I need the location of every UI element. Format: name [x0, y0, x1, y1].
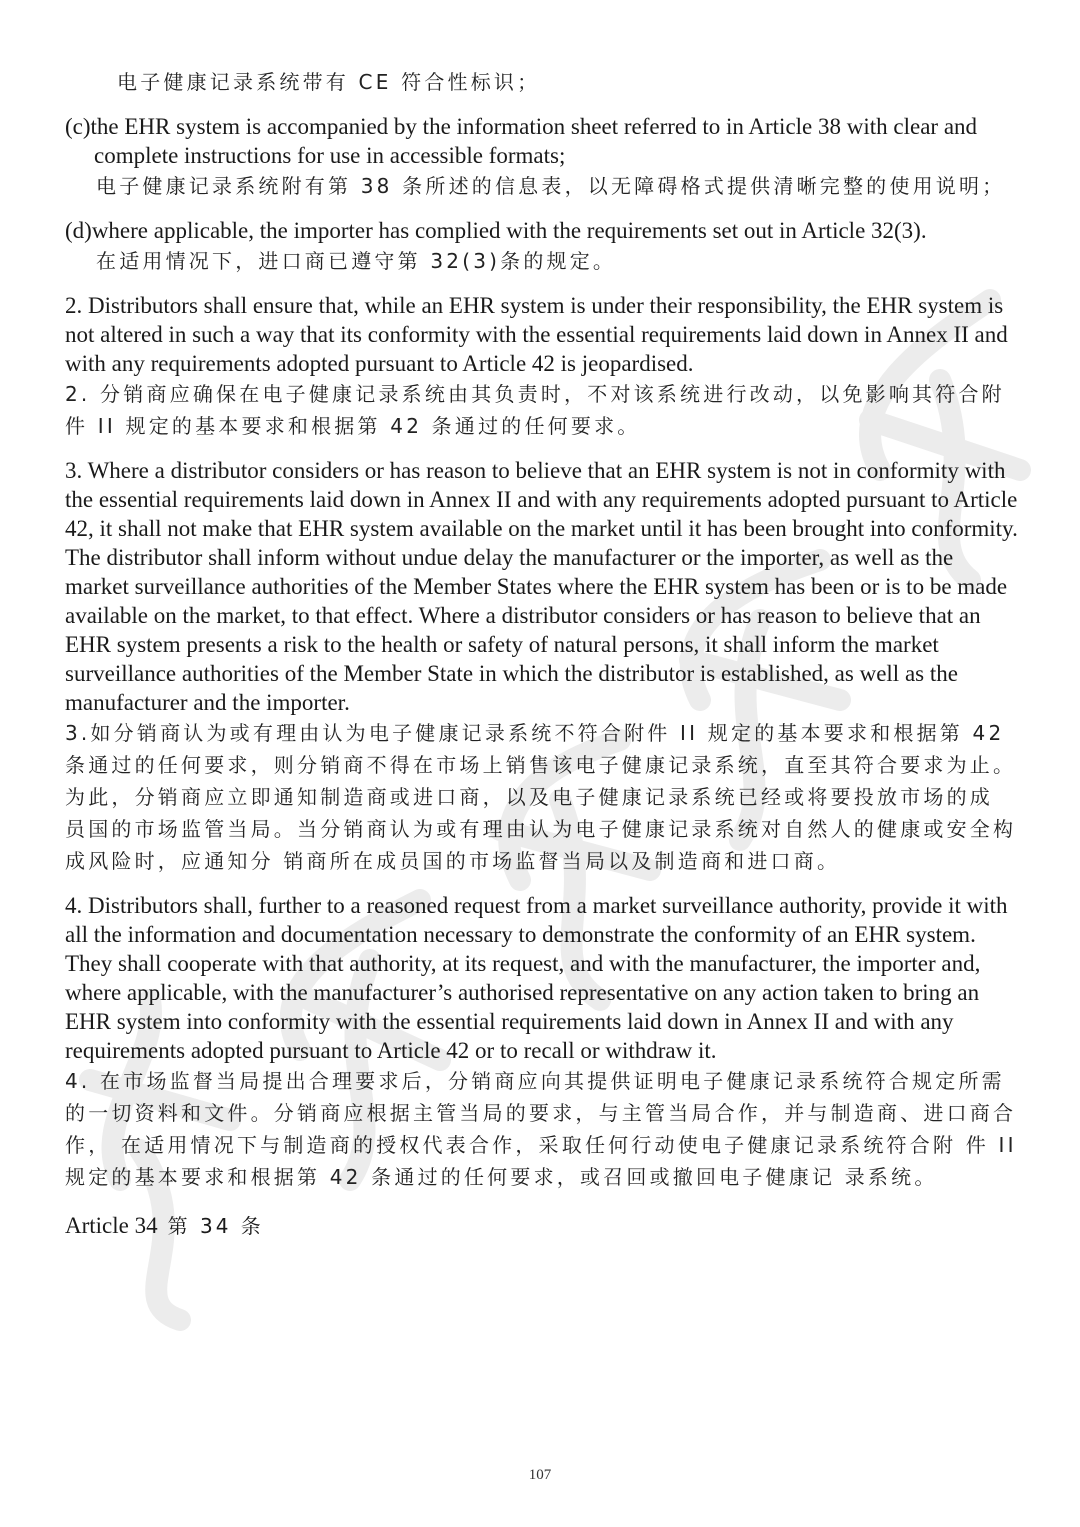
- paragraph-2: [65, 291, 1020, 442]
- paragraph-4: [65, 891, 1020, 1193]
- article-heading-en: Article 34: [65, 1213, 158, 1238]
- item-d: [65, 216, 1020, 277]
- paragraph-3: [65, 456, 1020, 877]
- item-c: [65, 112, 1020, 202]
- item-d-en: (d)where applicable, the importer has complied with the requirements set out in Article 32(3).: [65, 218, 927, 243]
- document-body: [65, 66, 1020, 1264]
- article-heading-zh: 第 34 条: [167, 1214, 264, 1238]
- intro-zh-line: 电子健康记录系统带有 CE 符合性标识；: [117, 70, 541, 94]
- item-d-zh: 在适用情况下，进口商已遵守第 32(3)条的规定。: [96, 249, 617, 273]
- page-number: 107: [528, 1467, 552, 1483]
- item-c-en: (c)the EHR system is accompanied by the information sheet referred to in Article 38 with clear and complete instructions for use in accessible formats;: [65, 114, 978, 168]
- paragraph-3-en: 3. Where a distributor considers or has reason to believe that an EHR system is not in conformity with the essential requirements laid down in Annex II and with any requirements adopted pursuant to Article 42, it shall not make that EHR system available on the market until it has been brought into conformity. The distributor shall inform without undue delay the manufacturer or the importer, as well as the market surveillance authorities of the Member States where the EHR system has been or is to be made available on the market, to that effect. Where a distributor considers or has reason to believe that an EHR system presents a risk to the health or safety of natural persons, it shall inform the market surveillance authorities of the Member State in which the distributor is established, as well as the manufacturer and the importer.: [65, 458, 1018, 715]
- paragraph-2-en: 2. Distributors shall ensure that, while an EHR system is under their responsibility, the EHR system is not altered in such a way that its conformity with the essential requirements laid down in Annex II and with any requirements adopted pursuant to Article 42 is jeopardised.: [65, 293, 1008, 376]
- paragraph-4-en: 4. Distributors shall, further to a reasoned request from a market surveillance authority, provide it with all the information and documentation necessary to demonstrate the conformity of an EHR system. They shall cooperate with that authority, at its request, and with the manufacturer, the importer and, where applicable, with the manufacturer’s authorised representative on any action taken to bring an EHR system into conformity with the essential requirements laid down in Annex II and with any requirements adopted pursuant to Article 42 or to recall or withdraw it.: [65, 893, 1008, 1063]
- paragraph-3-zh: 3.如分销商认为或有理由认为电子健康记录系统不符合附件 II 规定的基本要求和根据第 42 条通过的任何要求，则分销商不得在市场上销售该电子健康记录系统，直至其符合要求为止。为此，分销商应立即通知制造商或进口商，以及电子健康记录系统已经或将要投放市场的成 员国的市场监管当局。当分销商认为或有理由认为电子健康记录系统对自然人的健康或安全构成风险时，应通知分 销商所在成员国的市场监督当局以及制造商和进口商。: [65, 721, 1017, 873]
- paragraph-4-zh: 4. 在市场监督当局提出合理要求后，分销商应向其提供证明电子健康记录系统符合规定所需的一切资料和文件。分销商应根据主管当局的要求，与主管当局合作，并与制造商、进口商合作， 在适用情况下与制造商的授权代表合作，采取任何行动使电子健康记录系统符合附 件 II 规定的基本要求和根据第 42 条通过的任何要求，或召回或撤回电子健康记 录系统。: [65, 1069, 1017, 1189]
- paragraph-2-zh: 2. 分销商应确保在电子健康记录系统由其负责时，不对该系统进行改动，以免影响其符合附件 II 规定的基本要求和根据第 42 条通过的任何要求。: [65, 382, 1005, 438]
- article-heading: [65, 1211, 1020, 1241]
- item-c-zh: 电子健康记录系统附有第 38 条所述的信息表，以无障碍格式提供清晰完整的使用说明；: [96, 174, 1006, 198]
